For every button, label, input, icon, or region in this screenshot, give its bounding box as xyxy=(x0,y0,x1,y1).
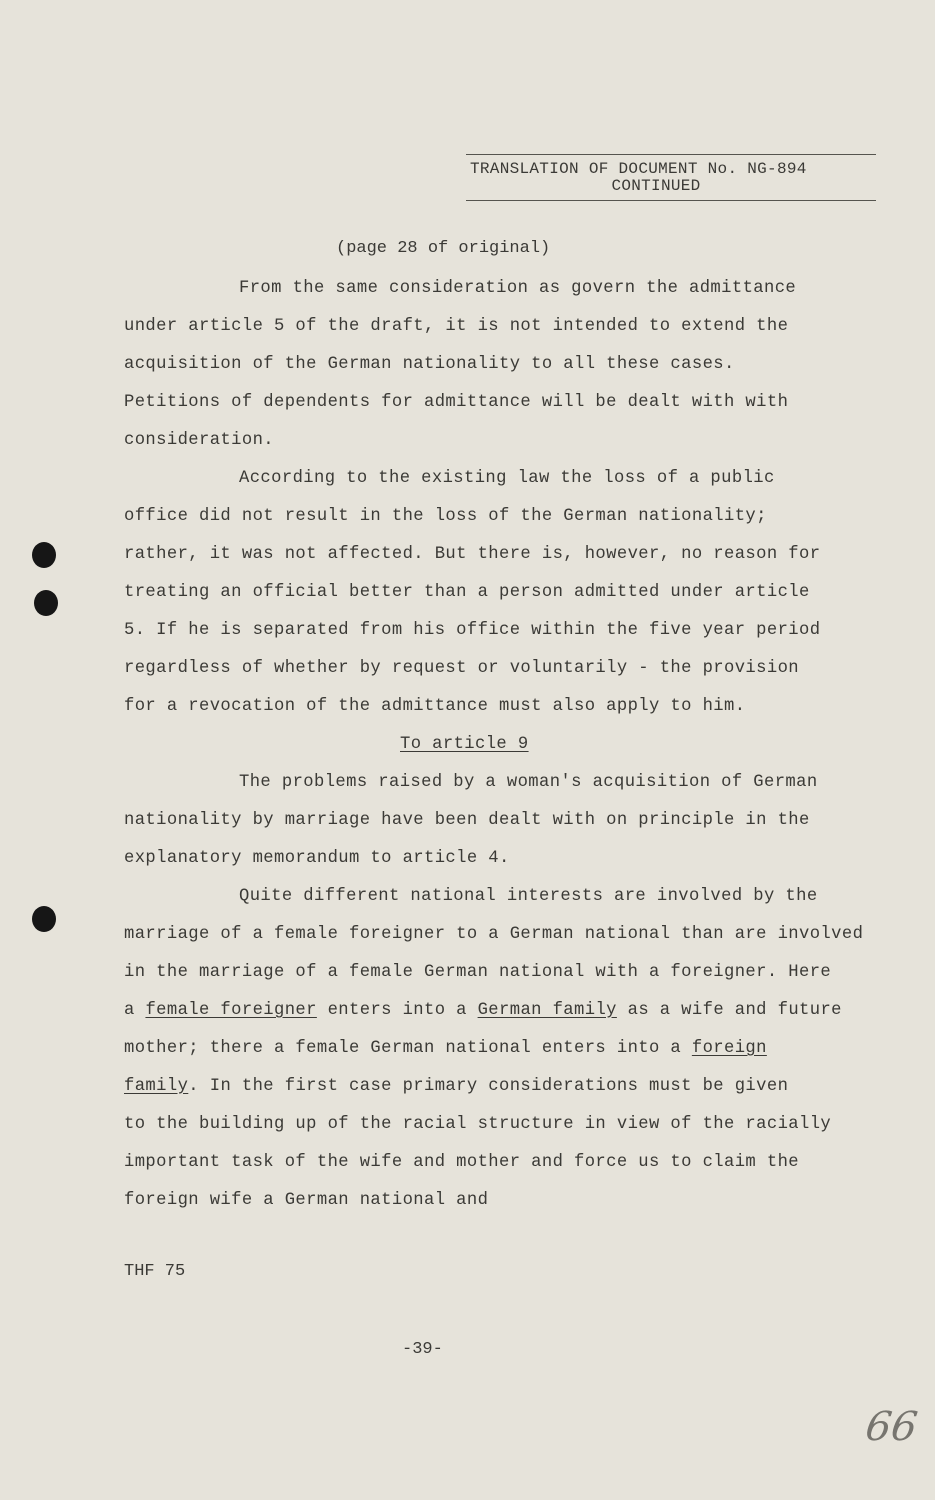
text-line: under article 5 of the draft, it is not intended to extend the xyxy=(124,317,789,336)
text-line: nationality by marriage have been dealt with on principle in the xyxy=(124,811,810,830)
text-line xyxy=(124,1030,894,1068)
header-top-rule xyxy=(466,154,876,155)
text-line: in the marriage of a female German national with a foreigner. Here xyxy=(124,963,832,982)
text-line: The problems raised by a woman's acquisition of German xyxy=(239,773,818,792)
header-title: TRANSLATION OF DOCUMENT No. NG-894 xyxy=(470,160,807,178)
text-line xyxy=(124,992,894,1030)
footer-code: THF 75 xyxy=(124,1262,186,1281)
text-line: 5. If he is separated from his office within the five year period xyxy=(124,621,821,640)
text-line: to the building up of the racial structure in view of the racially xyxy=(124,1115,832,1134)
text-line: for a revocation of the admittance must also apply to him. xyxy=(124,697,746,716)
text-fragment: mother; there a female German national enters into a xyxy=(124,1039,692,1058)
text-line: office did not result in the loss of the German nationality; xyxy=(124,507,767,526)
section-heading xyxy=(124,726,894,764)
handwritten-page-number: 66 xyxy=(862,1404,921,1450)
text-line: regardless of whether by request or voluntarily - the provision xyxy=(124,659,799,678)
text-line: marriage of a female foreigner to a German national than are involved xyxy=(124,925,864,944)
document-header xyxy=(466,154,876,201)
section-heading-text: To article 9 xyxy=(400,735,529,754)
text-line: Quite different national interests are involved by the xyxy=(239,887,818,906)
punch-hole xyxy=(32,906,56,932)
text-line: explanatory memorandum to article 4. xyxy=(124,849,510,868)
document-body xyxy=(124,270,894,1220)
underlined-phrase: German family xyxy=(477,1001,617,1020)
text-line: From the same consideration as govern the admittance xyxy=(239,279,797,298)
text-fragment: as a wife and future xyxy=(616,1001,842,1020)
text-fragment: enters into a xyxy=(316,1001,478,1020)
text-fragment: . In the first case primary considerations must be given xyxy=(188,1077,789,1096)
text-line: consideration. xyxy=(124,431,274,450)
underlined-phrase: foreign xyxy=(691,1039,767,1058)
underlined-phrase: female foreigner xyxy=(145,1001,317,1020)
text-line: important task of the wife and mother and force us to claim the xyxy=(124,1153,799,1172)
punch-hole xyxy=(32,542,56,568)
text-fragment: a xyxy=(124,1001,146,1020)
text-line: acquisition of the German nationality to all these cases. xyxy=(124,355,735,374)
text-line: According to the existing law the loss of a public xyxy=(239,469,775,488)
header-bottom-rule xyxy=(466,200,876,201)
header-subtitle: CONTINUED xyxy=(611,177,701,195)
text-line: rather, it was not affected. But there is, however, no reason for xyxy=(124,545,821,564)
text-line: foreign wife a German national and xyxy=(124,1191,489,1210)
text-line: Petitions of dependents for admittance will be dealt with with xyxy=(124,393,789,412)
original-page-reference: (page 28 of original) xyxy=(336,239,551,258)
punch-hole xyxy=(34,590,58,616)
text-line: treating an official better than a person admitted under article xyxy=(124,583,810,602)
underlined-phrase: family xyxy=(124,1077,189,1096)
text-line xyxy=(124,1068,894,1106)
page-number: -39- xyxy=(402,1340,443,1359)
